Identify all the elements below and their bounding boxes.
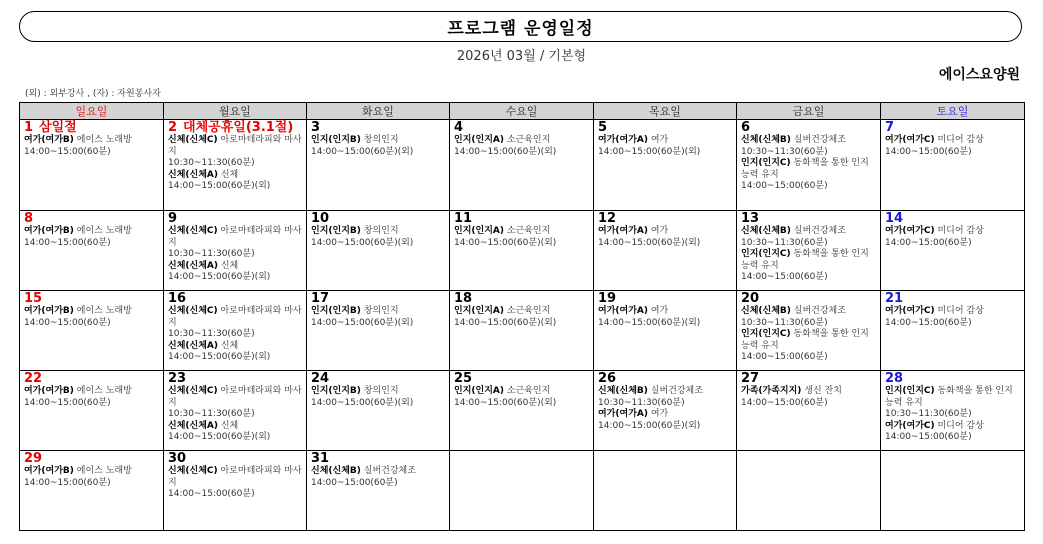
program-event	[885, 135, 1021, 158]
day-number-text: 3	[311, 120, 321, 135]
program-time: 14:00~15:00(60분)(외)	[454, 237, 557, 248]
day-number	[598, 212, 733, 226]
program-code: 인지(인지C)	[741, 329, 791, 339]
program-event	[741, 306, 877, 329]
day-number-text: 2	[168, 120, 178, 135]
day-number-text: 14	[885, 211, 904, 226]
day-number	[168, 292, 303, 306]
program-code: 인지(인지A)	[454, 306, 504, 316]
program-time: 14:00~15:00(60분)(외)	[454, 397, 557, 408]
calendar-week-row	[20, 371, 1025, 451]
program-name: 창의인지	[363, 306, 399, 316]
program-time: 14:00~15:00(60분)(외)	[168, 272, 271, 282]
program-code: 신체(신체C)	[168, 226, 218, 236]
day-number	[741, 212, 877, 226]
program-event	[24, 135, 160, 158]
calendar-day-cell	[307, 451, 450, 531]
day-number	[24, 212, 160, 226]
program-code: 여가(여가C)	[885, 226, 935, 236]
calendar-day-cell	[20, 291, 164, 371]
program-event	[885, 226, 1021, 249]
program-event	[168, 261, 303, 284]
weekday-header-sun: 일요일	[20, 103, 164, 120]
calendar-day-cell	[737, 451, 881, 531]
program-time: 10:30~11:30(60분)	[168, 158, 255, 168]
day-number-text: 17	[311, 291, 330, 306]
day-number-text: 5	[598, 120, 608, 135]
program-name: 실버건강체조	[793, 226, 846, 236]
program-code: 인지(인지C)	[741, 158, 791, 168]
program-code: 인지(인지A)	[454, 226, 504, 236]
program-event	[598, 135, 733, 158]
day-number-text: 22	[24, 371, 43, 386]
program-time: 10:30~11:30(60분)	[168, 329, 255, 339]
calendar-day-cell	[164, 371, 307, 451]
program-name: 생신 잔치	[804, 386, 842, 396]
program-code: 여가(여가C)	[885, 135, 935, 145]
day-number	[311, 292, 446, 306]
calendar-day-cell	[164, 451, 307, 531]
program-time: 14:00~15:00(60분)(외)	[311, 317, 414, 328]
program-time: 14:00~15:00(60분)	[741, 352, 828, 362]
day-number	[168, 372, 303, 386]
program-code: 여가(여가A)	[598, 135, 648, 145]
day-number	[454, 121, 590, 135]
program-time: 10:30~11:30(60분)	[741, 237, 828, 248]
day-number	[885, 121, 1021, 135]
program-event	[168, 135, 303, 170]
program-event	[741, 158, 877, 193]
program-name: 아로마테라피와 마사지	[168, 226, 302, 248]
program-event	[598, 409, 733, 432]
program-name: 실버건강체조	[793, 135, 846, 145]
day-number	[741, 372, 877, 386]
program-code: 신체(신체A)	[168, 260, 218, 271]
program-code: 신체(신체A)	[168, 420, 218, 431]
calendar-day-cell	[20, 120, 164, 211]
program-code: 인지(인지B)	[311, 135, 361, 145]
calendar-day-cell	[307, 291, 450, 371]
program-event	[741, 329, 877, 364]
program-event	[885, 421, 1021, 444]
day-number	[885, 212, 1021, 226]
calendar-week-row	[20, 211, 1025, 291]
program-event	[168, 421, 303, 444]
calendar-day-cell	[164, 211, 307, 291]
program-time: 10:30~11:30(60분)	[741, 146, 828, 157]
program-event	[311, 386, 446, 409]
day-number	[598, 121, 733, 135]
program-code: 인지(인지A)	[454, 135, 504, 145]
program-code: 여가(여가A)	[598, 409, 648, 419]
weekday-header-row	[20, 103, 1025, 120]
program-time: 10:30~11:30(60분)	[168, 249, 255, 259]
program-code: 여가(여가C)	[885, 420, 935, 431]
program-code: 여가(여가B)	[24, 386, 74, 396]
program-name: 실버건강체조	[793, 306, 846, 316]
program-name: 에이스 노래방	[76, 226, 132, 236]
program-code: 신체(신체C)	[168, 386, 218, 396]
calendar-day-cell	[737, 120, 881, 211]
program-time: 14:00~15:00(60분)	[885, 146, 972, 157]
program-event	[311, 226, 446, 249]
calendar-day-cell	[881, 120, 1025, 211]
program-code: 여가(여가C)	[885, 306, 935, 316]
program-name: 에이스 노래방	[76, 306, 132, 316]
day-number-text: 18	[454, 291, 473, 306]
holiday-label: 대체공휴일(3.1절)	[183, 120, 294, 135]
calendar-day-cell	[20, 211, 164, 291]
program-time: 14:00~15:00(60분)(외)	[311, 397, 414, 408]
program-name: 에이스 노래방	[76, 386, 132, 396]
program-name: 아로마테라피와 마사지	[168, 306, 302, 328]
weekday-header-wed: 수요일	[450, 103, 594, 120]
calendar-day-cell	[307, 120, 450, 211]
program-name: 아로마테라피와 마사지	[168, 135, 302, 157]
organization-name: 에이스요양원	[938, 67, 1020, 83]
program-code: 여가(여가B)	[24, 135, 74, 145]
weekday-header-sat: 토요일	[881, 103, 1025, 120]
program-name: 미디어 감상	[937, 135, 984, 145]
calendar-day-cell	[450, 211, 594, 291]
program-event	[454, 135, 590, 158]
day-number-text: 4	[454, 120, 464, 135]
program-code: 인지(인지B)	[311, 386, 361, 396]
program-event	[168, 226, 303, 261]
day-number	[885, 372, 1021, 386]
program-name: 에이스 노래방	[76, 466, 132, 476]
page-title	[19, 11, 1022, 42]
program-time: 14:00~15:00(60분)(외)	[598, 237, 701, 248]
day-number-text: 10	[311, 211, 330, 226]
program-event	[454, 226, 590, 249]
day-number-text: 27	[741, 371, 760, 386]
program-time: 14:00~15:00(60분)	[24, 317, 111, 328]
calendar-day-cell	[450, 371, 594, 451]
day-number	[454, 212, 590, 226]
day-number	[311, 452, 446, 466]
calendar-day-cell	[450, 451, 594, 531]
day-number-text: 11	[454, 211, 473, 226]
program-event	[741, 226, 877, 249]
day-number-text: 26	[598, 371, 617, 386]
day-number-text: 12	[598, 211, 617, 226]
calendar-day-cell	[450, 291, 594, 371]
calendar-day-cell	[20, 371, 164, 451]
program-event	[24, 306, 160, 329]
program-time: 14:00~15:00(60분)(외)	[311, 146, 414, 157]
program-name: 여가	[650, 409, 669, 419]
page-title-text: 프로그램 운영일정	[447, 19, 594, 39]
calendar-day-cell	[594, 211, 737, 291]
day-number	[598, 372, 733, 386]
calendar-day-cell	[737, 211, 881, 291]
day-number	[885, 292, 1021, 306]
program-event	[24, 386, 160, 409]
program-code: 신체(신체B)	[598, 386, 648, 396]
program-event	[885, 306, 1021, 329]
program-time: 14:00~15:00(60분)	[24, 477, 111, 488]
program-time: 14:00~15:00(60분)	[311, 477, 398, 488]
program-code: 신체(신체B)	[311, 466, 361, 476]
program-code: 신체(신체C)	[168, 306, 218, 316]
day-number	[454, 372, 590, 386]
program-time: 10:30~11:30(60분)	[885, 409, 972, 419]
holiday-label: 삼일절	[39, 120, 77, 135]
program-event	[454, 306, 590, 329]
day-number-text: 1	[24, 120, 34, 135]
program-time: 10:30~11:30(60분)	[168, 409, 255, 419]
program-time: 14:00~15:00(60분)	[24, 237, 111, 248]
program-name: 여가	[650, 226, 669, 236]
program-time: 14:00~15:00(60분)(외)	[598, 420, 701, 431]
calendar-day-cell	[737, 371, 881, 451]
program-name: 미디어 감상	[937, 226, 984, 236]
program-time: 10:30~11:30(60분)	[598, 397, 685, 408]
program-name: 실버건강체조	[363, 466, 416, 476]
program-name: 창의인지	[363, 135, 399, 145]
program-time: 14:00~15:00(60분)	[24, 146, 111, 157]
program-time: 14:00~15:00(60분)	[885, 317, 972, 328]
program-time: 14:00~15:00(60분)	[168, 489, 255, 499]
program-name: 신체	[220, 169, 239, 180]
calendar-day-cell	[594, 291, 737, 371]
program-code: 여가(여가B)	[24, 306, 74, 316]
program-code: 신체(신체A)	[168, 340, 218, 351]
page-subtitle: 2026년 03월 / 기본형	[456, 49, 587, 64]
program-name: 미디어 감상	[937, 306, 984, 316]
program-time: 14:00~15:00(60분)(외)	[168, 352, 271, 362]
program-name: 여가	[650, 306, 669, 316]
weekday-header-thu: 목요일	[594, 103, 737, 120]
program-event	[598, 386, 733, 409]
program-code: 여가(여가A)	[598, 306, 648, 316]
program-name: 신체	[220, 420, 239, 431]
calendar-week-row	[20, 451, 1025, 531]
day-number	[741, 121, 877, 135]
calendar-day-cell	[881, 291, 1025, 371]
program-time: 14:00~15:00(60분)(외)	[454, 317, 557, 328]
day-number	[168, 212, 303, 226]
program-event	[168, 170, 303, 193]
program-event	[311, 466, 446, 489]
day-number-text: 24	[311, 371, 330, 386]
program-name: 아로마테라피와 마사지	[168, 466, 302, 488]
day-number	[168, 121, 303, 135]
program-code: 여가(여가B)	[24, 226, 74, 236]
program-event	[168, 341, 303, 364]
program-time: 14:00~15:00(60분)(외)	[168, 181, 271, 191]
day-number	[311, 372, 446, 386]
program-event	[454, 386, 590, 409]
day-number-text: 19	[598, 291, 617, 306]
day-number-text: 28	[885, 371, 904, 386]
day-number-text: 13	[741, 211, 760, 226]
day-number-text: 25	[454, 371, 473, 386]
day-number-text: 6	[741, 120, 751, 135]
program-code: 인지(인지C)	[885, 386, 935, 396]
calendar-week-row	[20, 291, 1025, 371]
program-name: 에이스 노래방	[76, 135, 132, 145]
program-time: 14:00~15:00(60분)(외)	[598, 146, 701, 157]
program-time: 14:00~15:00(60분)(외)	[598, 317, 701, 328]
program-name: 창의인지	[363, 386, 399, 396]
program-code: 신체(신체B)	[741, 306, 791, 316]
program-name: 신체	[220, 340, 239, 351]
program-time: 14:00~15:00(60분)(외)	[454, 146, 557, 157]
program-code: 신체(신체B)	[741, 135, 791, 145]
program-time: 14:00~15:00(60분)	[24, 397, 111, 408]
program-event	[168, 386, 303, 421]
program-code: 인지(인지B)	[311, 226, 361, 236]
program-event	[598, 306, 733, 329]
program-time: 14:00~15:00(60분)	[741, 181, 828, 191]
weekday-header-fri: 금요일	[737, 103, 881, 120]
calendar-day-cell	[307, 371, 450, 451]
day-number	[741, 292, 877, 306]
day-number-text: 30	[168, 451, 187, 466]
day-number	[311, 212, 446, 226]
program-name: 미디어 감상	[937, 420, 984, 431]
program-name: 여가	[650, 135, 669, 145]
program-code: 인지(인지A)	[454, 386, 504, 396]
program-name: 동화책을 통한 인지능력 유지	[885, 386, 1013, 408]
program-code: 인지(인지C)	[741, 249, 791, 259]
program-code: 신체(신체A)	[168, 169, 218, 180]
day-number	[24, 292, 160, 306]
program-event	[598, 226, 733, 249]
program-event	[311, 135, 446, 158]
day-number	[311, 121, 446, 135]
program-name: 동화책을 통한 인지능력 유지	[741, 329, 869, 351]
day-number-text: 20	[741, 291, 760, 306]
program-code: 신체(신체C)	[168, 466, 218, 476]
day-number-text: 31	[311, 451, 330, 466]
program-name: 신체	[220, 260, 239, 271]
calendar-day-cell	[164, 120, 307, 211]
program-event	[885, 386, 1021, 421]
calendar-day-cell	[594, 120, 737, 211]
calendar-day-cell	[594, 371, 737, 451]
program-name: 아로마테라피와 마사지	[168, 386, 302, 408]
calendar-day-cell	[881, 451, 1025, 531]
program-time: 14:00~15:00(60분)	[741, 397, 828, 408]
calendar-table	[19, 102, 1025, 531]
program-time: 10:30~11:30(60분)	[741, 317, 828, 328]
program-event	[741, 135, 877, 158]
day-number-text: 9	[168, 211, 178, 226]
program-name: 동화책을 통한 인지능력 유지	[741, 158, 869, 180]
program-name: 소근육인지	[506, 135, 551, 145]
day-number-text: 21	[885, 291, 904, 306]
day-number	[24, 452, 160, 466]
day-number	[598, 292, 733, 306]
program-time: 14:00~15:00(60분)	[741, 272, 828, 282]
program-time: 14:00~15:00(60분)(외)	[168, 432, 271, 442]
legend-note: (외) : 외부강사 , (자) : 자원봉사자	[25, 89, 161, 99]
day-number-text: 23	[168, 371, 187, 386]
day-number	[168, 452, 303, 466]
program-name: 창의인지	[363, 226, 399, 236]
program-name: 실버건강체조	[650, 386, 703, 396]
calendar-day-cell	[164, 291, 307, 371]
program-code: 신체(신체B)	[741, 226, 791, 236]
program-code: 여가(여가B)	[24, 466, 74, 476]
program-code: 여가(여가A)	[598, 226, 648, 236]
day-number	[24, 121, 160, 135]
day-number-text: 16	[168, 291, 187, 306]
program-event	[741, 249, 877, 284]
program-event	[311, 306, 446, 329]
program-event	[24, 466, 160, 489]
program-name: 소근육인지	[506, 226, 551, 236]
program-name: 소근육인지	[506, 306, 551, 316]
day-number	[24, 372, 160, 386]
day-number	[454, 292, 590, 306]
program-event	[168, 466, 303, 501]
day-number-text: 7	[885, 120, 895, 135]
calendar-day-cell	[450, 120, 594, 211]
calendar-day-cell	[20, 451, 164, 531]
program-name: 동화책을 통한 인지능력 유지	[741, 249, 869, 271]
calendar-day-cell	[594, 451, 737, 531]
day-number-text: 29	[24, 451, 43, 466]
day-number-text: 8	[24, 211, 34, 226]
program-name: 소근육인지	[506, 386, 551, 396]
program-time: 14:00~15:00(60분)(외)	[311, 237, 414, 248]
program-code: 인지(인지B)	[311, 306, 361, 316]
program-code: 신체(신체C)	[168, 135, 218, 145]
day-number-text: 15	[24, 291, 43, 306]
program-event	[168, 306, 303, 341]
program-time: 14:00~15:00(60분)	[885, 237, 972, 248]
program-time: 14:00~15:00(60분)	[885, 432, 972, 442]
calendar-day-cell	[307, 211, 450, 291]
weekday-header-mon: 월요일	[164, 103, 307, 120]
calendar-day-cell	[881, 211, 1025, 291]
weekday-header-tue: 화요일	[307, 103, 450, 120]
calendar-day-cell	[737, 291, 881, 371]
program-event	[24, 226, 160, 249]
program-code: 가족(가족지지)	[741, 386, 802, 396]
calendar-week-row	[20, 120, 1025, 211]
calendar-day-cell	[881, 371, 1025, 451]
program-event	[741, 386, 877, 409]
